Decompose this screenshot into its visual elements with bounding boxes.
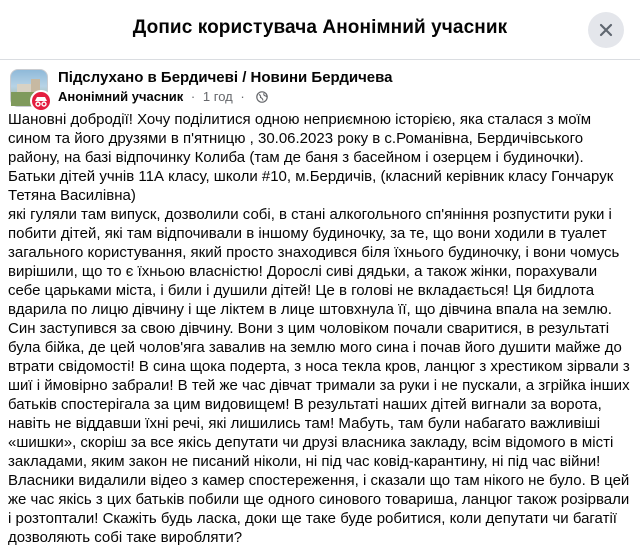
post-paragraph: які гуляли там випуск, дозволили собі, в стані алкогольного сп'яніння розпустити руки і побити дітей, які там відпочивали в іншому будиночку, за те, що вони ходили в туалет загального користування, який просто знаходився біля їхнього будиночку, і вони чомусь вирішили, що то є їхньою власністю! Дорослі сиві дядьки, а також жінки, порахували себе царьками міста, і били і душили дітей! Це в голові не вкладається! Ця бидлота вдарила по лицю дівчину і ще ліктем в лице штовхнула її, що дівчина впала на землю. Син заступився за свою дівчину. Вони з цим чоловіком почали сваритися, в результаті була бійка, де цей чолов'яга завалив на землю мого сина і почав його душити майже до втрати свідомості! В сина щока подерта, з носа текла кров, ланцюг з хрестиком зірвали з шиї і ймовірно забрали! В тей же час дівчат тримали за руки і не пускали, а згрійка інших батьків спостерігала за цим видовищем! В результаті наших дітей вигнали за ворота, навіть не віддавши їхні речі, які лишились там! Мабуть, там були набагато важливіші «шишки», скоріш за все якісь депутати чи друзі власника закладу, всім відомого в місті закладами, яким закон не писаний ніколи, ні під час ковід-карантину, ні під час війни! Власники видалили відео з камер спостереження, і сказали що там нікого не було. В цей же час якісь з цих батьків побили ще одного синового товариша, ланцюг також розірвали і розтоптали! Скажіть будь ласка, доки ще таке буде робитися, коли депутати чи багатії дозволяють собі таке виробляти? — [8, 206, 630, 546]
author-name[interactable]: Анонімний учасник — [58, 89, 184, 104]
post-timestamp[interactable]: 1 год — [202, 89, 233, 104]
post-paragraph: Батьки дітей учнів 11А класу, школи #10, м.Бердичів, (класний керівник класу Гончарук Тетяна Василівна) — [8, 168, 614, 204]
post-text — [8, 110, 632, 547]
close-icon — [598, 22, 614, 38]
anonymous-icon — [34, 95, 48, 107]
meta-separator: · — [190, 89, 196, 104]
meta-separator-2: · — [240, 89, 245, 104]
globe-icon[interactable] — [256, 91, 268, 103]
post-meta — [58, 89, 268, 104]
page-name-link[interactable]: Підслухано в Бердичеві / Новини Бердичева — [58, 69, 393, 86]
dialog-header — [0, 0, 640, 60]
post-header — [0, 60, 640, 110]
anonymous-badge — [30, 90, 52, 112]
dialog-title: Допис користувача Анонімний учасник — [132, 17, 508, 38]
close-button[interactable] — [588, 12, 624, 48]
post-paragraph: Шановні добродії! Хочу поділитися одною неприємною історією, яка сталася з моїм сином та його друзями в п'ятницю , 30.06.2023 року в с.Романівна, Бердичівського району, на базі відпочинку Колиба (там де баня з басейном і озерцем і будиночки). — [8, 111, 592, 166]
